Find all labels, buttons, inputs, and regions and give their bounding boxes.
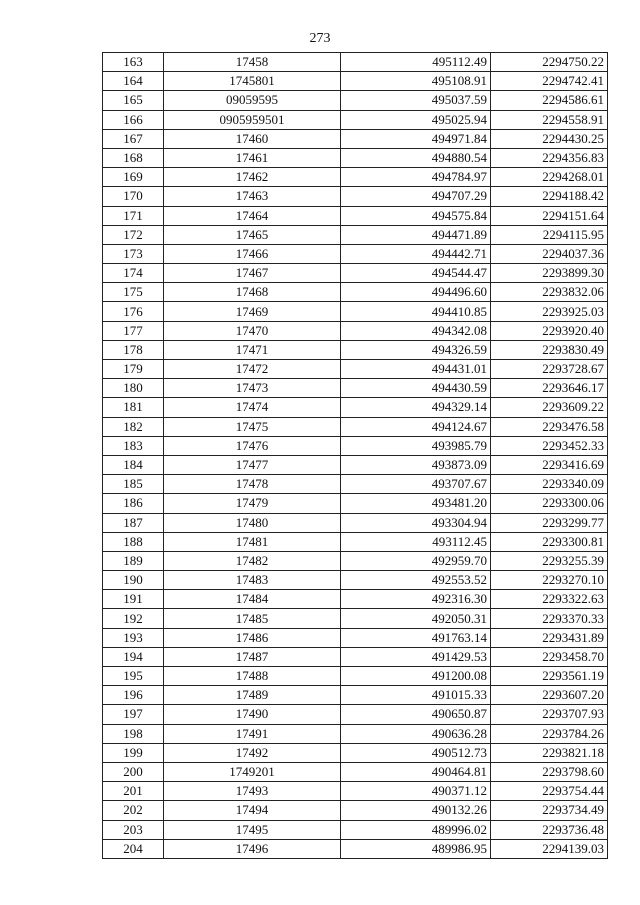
row-number-cell: 168 [103, 148, 164, 167]
row-number-cell: 163 [103, 53, 164, 72]
row-number-cell: 195 [103, 667, 164, 686]
table-row [103, 839, 608, 858]
point-id-cell: 0905959501 [164, 110, 341, 129]
row-number-cell: 188 [103, 532, 164, 551]
row-number-cell: 202 [103, 801, 164, 820]
y-coordinate-cell: 2293736.48 [491, 820, 608, 839]
row-number-cell: 171 [103, 206, 164, 225]
x-coordinate-cell: 490636.28 [341, 724, 491, 743]
x-coordinate-cell: 493873.09 [341, 455, 491, 474]
row-number-cell: 203 [103, 820, 164, 839]
table-row [103, 283, 608, 302]
point-id-cell: 17482 [164, 551, 341, 570]
y-coordinate-cell: 2293255.39 [491, 551, 608, 570]
point-id-cell: 17496 [164, 839, 341, 858]
table-row [103, 551, 608, 570]
table-row [103, 129, 608, 148]
table-row [103, 647, 608, 666]
row-number-cell: 190 [103, 571, 164, 590]
y-coordinate-cell: 2294586.61 [491, 91, 608, 110]
row-number-cell: 178 [103, 340, 164, 359]
table-row [103, 571, 608, 590]
point-id-cell: 17493 [164, 782, 341, 801]
row-number-cell: 179 [103, 360, 164, 379]
x-coordinate-cell: 494880.54 [341, 148, 491, 167]
y-coordinate-cell: 2294151.64 [491, 206, 608, 225]
point-id-cell: 17469 [164, 302, 341, 321]
x-coordinate-cell: 490132.26 [341, 801, 491, 820]
row-number-cell: 189 [103, 551, 164, 570]
y-coordinate-cell: 2293832.06 [491, 283, 608, 302]
x-coordinate-cell: 492316.30 [341, 590, 491, 609]
point-id-cell: 17475 [164, 417, 341, 436]
point-id-cell: 17480 [164, 513, 341, 532]
y-coordinate-cell: 2293458.70 [491, 647, 608, 666]
row-number-cell: 204 [103, 839, 164, 858]
row-number-cell: 180 [103, 379, 164, 398]
row-number-cell: 165 [103, 91, 164, 110]
x-coordinate-cell: 494496.60 [341, 283, 491, 302]
point-id-cell: 17474 [164, 398, 341, 417]
point-id-cell: 17484 [164, 590, 341, 609]
row-number-cell: 201 [103, 782, 164, 801]
x-coordinate-cell: 491015.33 [341, 686, 491, 705]
coordinates-table-body [103, 53, 608, 859]
table-row [103, 264, 608, 283]
point-id-cell: 17472 [164, 360, 341, 379]
y-coordinate-cell: 2293920.40 [491, 321, 608, 340]
point-id-cell: 17478 [164, 475, 341, 494]
point-id-cell: 17467 [164, 264, 341, 283]
y-coordinate-cell: 2294268.01 [491, 168, 608, 187]
x-coordinate-cell: 494430.59 [341, 379, 491, 398]
x-coordinate-cell: 494326.59 [341, 340, 491, 359]
point-id-cell: 17494 [164, 801, 341, 820]
x-coordinate-cell: 493481.20 [341, 494, 491, 513]
row-number-cell: 184 [103, 455, 164, 474]
y-coordinate-cell: 2293607.20 [491, 686, 608, 705]
table-row [103, 321, 608, 340]
y-coordinate-cell: 2294558.91 [491, 110, 608, 129]
y-coordinate-cell: 2293299.77 [491, 513, 608, 532]
y-coordinate-cell: 2293340.09 [491, 475, 608, 494]
row-number-cell: 186 [103, 494, 164, 513]
point-id-cell: 17477 [164, 455, 341, 474]
row-number-cell: 191 [103, 590, 164, 609]
y-coordinate-cell: 2294139.03 [491, 839, 608, 858]
row-number-cell: 181 [103, 398, 164, 417]
point-id-cell: 17476 [164, 436, 341, 455]
table-row [103, 590, 608, 609]
point-id-cell: 17458 [164, 53, 341, 72]
point-id-cell: 17489 [164, 686, 341, 705]
table-row [103, 187, 608, 206]
x-coordinate-cell: 489986.95 [341, 839, 491, 858]
y-coordinate-cell: 2293322.63 [491, 590, 608, 609]
x-coordinate-cell: 492050.31 [341, 609, 491, 628]
x-coordinate-cell: 495025.94 [341, 110, 491, 129]
x-coordinate-cell: 491429.53 [341, 647, 491, 666]
x-coordinate-cell: 492553.52 [341, 571, 491, 590]
row-number-cell: 198 [103, 724, 164, 743]
table-row [103, 609, 608, 628]
y-coordinate-cell: 2293300.81 [491, 532, 608, 551]
y-coordinate-cell: 2294037.36 [491, 244, 608, 263]
y-coordinate-cell: 2293784.26 [491, 724, 608, 743]
table-row [103, 206, 608, 225]
x-coordinate-cell: 494410.85 [341, 302, 491, 321]
row-number-cell: 200 [103, 762, 164, 781]
y-coordinate-cell: 2293561.19 [491, 667, 608, 686]
x-coordinate-cell: 494342.08 [341, 321, 491, 340]
point-id-cell: 17481 [164, 532, 341, 551]
table-row [103, 417, 608, 436]
table-row [103, 148, 608, 167]
x-coordinate-cell: 493707.67 [341, 475, 491, 494]
row-number-cell: 176 [103, 302, 164, 321]
x-coordinate-cell: 495037.59 [341, 91, 491, 110]
table-row [103, 820, 608, 839]
point-id-cell: 17479 [164, 494, 341, 513]
y-coordinate-cell: 2293646.17 [491, 379, 608, 398]
x-coordinate-cell: 491200.08 [341, 667, 491, 686]
table-row [103, 244, 608, 263]
table-row [103, 455, 608, 474]
y-coordinate-cell: 2293707.93 [491, 705, 608, 724]
table-row [103, 494, 608, 513]
x-coordinate-cell: 494971.84 [341, 129, 491, 148]
table-row [103, 436, 608, 455]
y-coordinate-cell: 2293476.58 [491, 417, 608, 436]
table-row [103, 475, 608, 494]
row-number-cell: 197 [103, 705, 164, 724]
y-coordinate-cell: 2293452.33 [491, 436, 608, 455]
table-row [103, 360, 608, 379]
x-coordinate-cell: 492959.70 [341, 551, 491, 570]
x-coordinate-cell: 495112.49 [341, 53, 491, 72]
point-id-cell: 17483 [164, 571, 341, 590]
x-coordinate-cell: 494544.47 [341, 264, 491, 283]
y-coordinate-cell: 2293416.69 [491, 455, 608, 474]
row-number-cell: 199 [103, 743, 164, 762]
x-coordinate-cell: 490464.81 [341, 762, 491, 781]
row-number-cell: 170 [103, 187, 164, 206]
point-id-cell: 17488 [164, 667, 341, 686]
x-coordinate-cell: 493985.79 [341, 436, 491, 455]
x-coordinate-cell: 494124.67 [341, 417, 491, 436]
y-coordinate-cell: 2293370.33 [491, 609, 608, 628]
table-row [103, 225, 608, 244]
point-id-cell: 17462 [164, 168, 341, 187]
row-number-cell: 164 [103, 72, 164, 91]
y-coordinate-cell: 2293300.06 [491, 494, 608, 513]
table-row [103, 168, 608, 187]
y-coordinate-cell: 2293821.18 [491, 743, 608, 762]
y-coordinate-cell: 2293754.44 [491, 782, 608, 801]
table-row [103, 705, 608, 724]
x-coordinate-cell: 493112.45 [341, 532, 491, 551]
table-row [103, 91, 608, 110]
x-coordinate-cell: 494329.14 [341, 398, 491, 417]
point-id-cell: 17470 [164, 321, 341, 340]
x-coordinate-cell: 494575.84 [341, 206, 491, 225]
row-number-cell: 172 [103, 225, 164, 244]
table-row [103, 667, 608, 686]
table-row [103, 801, 608, 820]
x-coordinate-cell: 490512.73 [341, 743, 491, 762]
y-coordinate-cell: 2293830.49 [491, 340, 608, 359]
point-id-cell: 1749201 [164, 762, 341, 781]
table-row [103, 110, 608, 129]
point-id-cell: 17463 [164, 187, 341, 206]
y-coordinate-cell: 2293270.10 [491, 571, 608, 590]
table-row [103, 724, 608, 743]
table-row [103, 686, 608, 705]
x-coordinate-cell: 489996.02 [341, 820, 491, 839]
row-number-cell: 182 [103, 417, 164, 436]
point-id-cell: 17471 [164, 340, 341, 359]
point-id-cell: 17485 [164, 609, 341, 628]
table-row [103, 513, 608, 532]
y-coordinate-cell: 2293899.30 [491, 264, 608, 283]
coordinates-table [102, 52, 608, 859]
row-number-cell: 169 [103, 168, 164, 187]
point-id-cell: 17468 [164, 283, 341, 302]
row-number-cell: 196 [103, 686, 164, 705]
row-number-cell: 194 [103, 647, 164, 666]
point-id-cell: 17464 [164, 206, 341, 225]
y-coordinate-cell: 2294742.41 [491, 72, 608, 91]
row-number-cell: 174 [103, 264, 164, 283]
point-id-cell: 17490 [164, 705, 341, 724]
row-number-cell: 173 [103, 244, 164, 263]
y-coordinate-cell: 2293431.89 [491, 628, 608, 647]
row-number-cell: 167 [103, 129, 164, 148]
y-coordinate-cell: 2294188.42 [491, 187, 608, 206]
y-coordinate-cell: 2293728.67 [491, 360, 608, 379]
table-row [103, 340, 608, 359]
point-id-cell: 17460 [164, 129, 341, 148]
point-id-cell: 17466 [164, 244, 341, 263]
point-id-cell: 17495 [164, 820, 341, 839]
table-row [103, 379, 608, 398]
y-coordinate-cell: 2293734.49 [491, 801, 608, 820]
table-row [103, 782, 608, 801]
table-row [103, 628, 608, 647]
table-row [103, 743, 608, 762]
point-id-cell: 17486 [164, 628, 341, 647]
y-coordinate-cell: 2294356.83 [491, 148, 608, 167]
point-id-cell: 17465 [164, 225, 341, 244]
y-coordinate-cell: 2293925.03 [491, 302, 608, 321]
x-coordinate-cell: 495108.91 [341, 72, 491, 91]
point-id-cell: 17473 [164, 379, 341, 398]
row-number-cell: 187 [103, 513, 164, 532]
table-row [103, 72, 608, 91]
point-id-cell: 1745801 [164, 72, 341, 91]
table-row [103, 302, 608, 321]
page-number: 273 [309, 31, 331, 46]
x-coordinate-cell: 494471.89 [341, 225, 491, 244]
x-coordinate-cell: 493304.94 [341, 513, 491, 532]
x-coordinate-cell: 494442.71 [341, 244, 491, 263]
y-coordinate-cell: 2293798.60 [491, 762, 608, 781]
point-id-cell: 17492 [164, 743, 341, 762]
point-id-cell: 17487 [164, 647, 341, 666]
row-number-cell: 192 [103, 609, 164, 628]
row-number-cell: 175 [103, 283, 164, 302]
table-row [103, 762, 608, 781]
y-coordinate-cell: 2294430.25 [491, 129, 608, 148]
y-coordinate-cell: 2293609.22 [491, 398, 608, 417]
y-coordinate-cell: 2294115.95 [491, 225, 608, 244]
x-coordinate-cell: 494707.29 [341, 187, 491, 206]
table-row [103, 398, 608, 417]
table-row [103, 53, 608, 72]
y-coordinate-cell: 2294750.22 [491, 53, 608, 72]
row-number-cell: 183 [103, 436, 164, 455]
x-coordinate-cell: 490371.12 [341, 782, 491, 801]
x-coordinate-cell: 494431.01 [341, 360, 491, 379]
table-row [103, 532, 608, 551]
point-id-cell: 09059595 [164, 91, 341, 110]
row-number-cell: 166 [103, 110, 164, 129]
row-number-cell: 177 [103, 321, 164, 340]
point-id-cell: 17491 [164, 724, 341, 743]
x-coordinate-cell: 494784.97 [341, 168, 491, 187]
x-coordinate-cell: 490650.87 [341, 705, 491, 724]
row-number-cell: 185 [103, 475, 164, 494]
row-number-cell: 193 [103, 628, 164, 647]
point-id-cell: 17461 [164, 148, 341, 167]
x-coordinate-cell: 491763.14 [341, 628, 491, 647]
